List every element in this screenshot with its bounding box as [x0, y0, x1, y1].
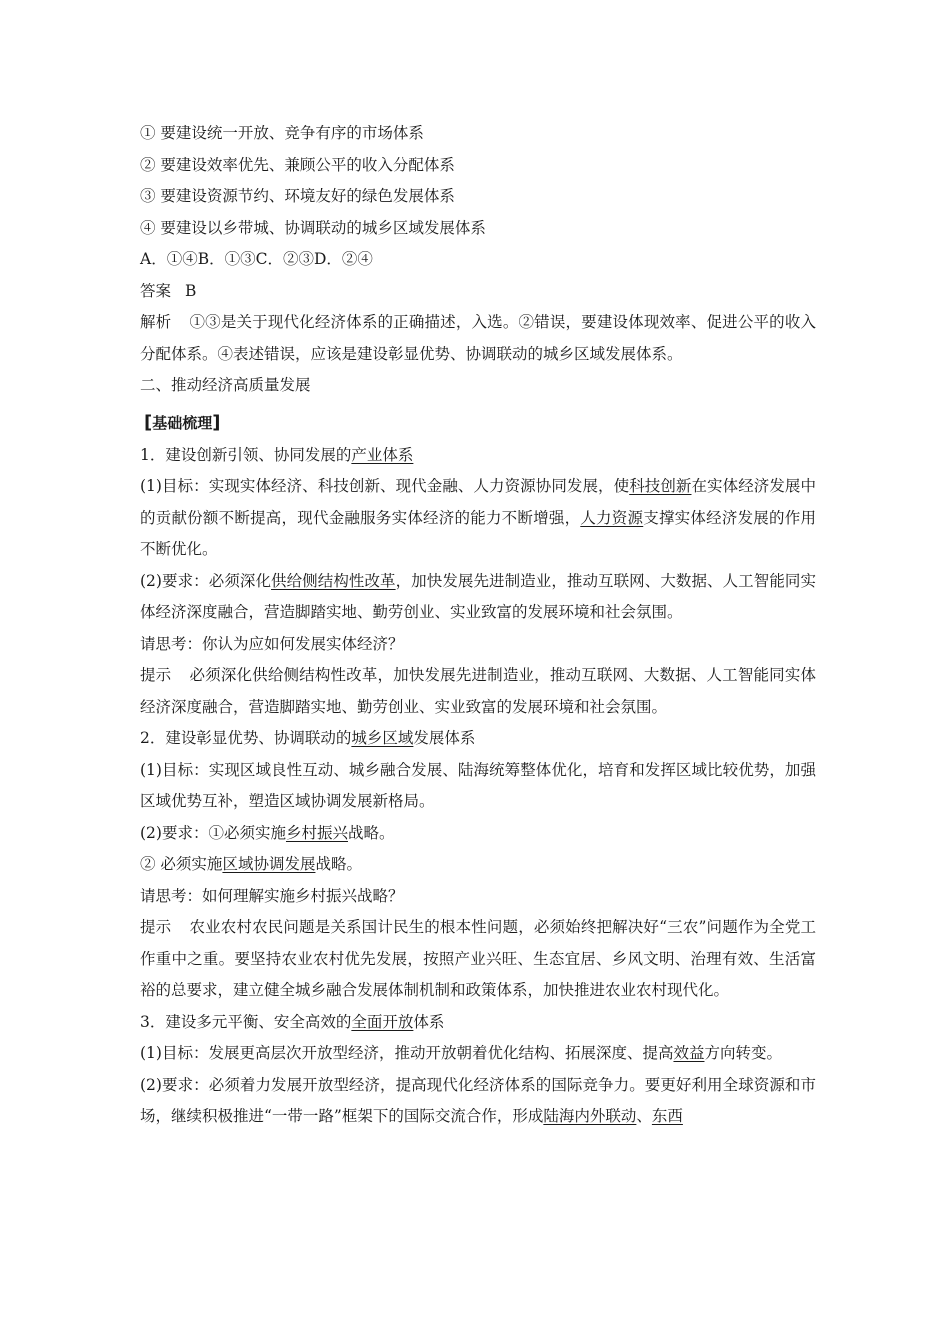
s3-req-blank-2: 东西 — [651, 1107, 683, 1125]
answer-value: B — [185, 281, 197, 300]
s2-title-text-b: 发展体系 — [413, 729, 476, 747]
option-1: ① 要建设统一开放、竞争有序的市场体系 — [140, 124, 424, 142]
s3-title-text-b: 体系 — [413, 1012, 445, 1031]
s1-req-blank: 供给侧结构性改革 — [271, 571, 396, 590]
analysis-paragraph — [140, 307, 816, 370]
s2-req-1 — [140, 818, 816, 850]
s2-hint — [140, 912, 816, 1007]
s1-goal — [140, 471, 816, 566]
s2-req2-text-b: 战略。 — [315, 855, 362, 873]
option-2: ② 要建设效率优先、兼顾公平的收入分配体系 — [140, 155, 455, 174]
s2-think: 请思考：如何理解实施乡村振兴战略？ — [140, 886, 404, 905]
s2-req1-text-a: (2)要求：①必须实施 — [140, 823, 286, 842]
s1-goal-blank-1: 科技创新 — [629, 477, 692, 495]
s3-requirement — [140, 1070, 816, 1133]
s3-title-blank: 全面开放 — [351, 1012, 414, 1031]
s3-goal-blank: 效益 — [673, 1044, 705, 1062]
s1-goal-text-a: (1)目标：实现实体经济、科技创新、现代金融、人力资源协同发展，使 — [140, 477, 630, 495]
tag-label: 基础梳理 — [152, 413, 213, 432]
s3-goal-text-b: 方向转变。 — [704, 1044, 782, 1062]
answer-label: 答案 — [140, 281, 172, 300]
option-3: ③ 要建设资源节约、环境友好的绿色发展体系 — [140, 187, 455, 205]
s2-title — [140, 723, 816, 755]
analysis-text: ①③是关于现代化经济体系的正确描述，入选。②错误，要建设体现效率、促进公平的收入分配体系。④表述错误，应该是建设彰显优势、协调联动的城乡区域发展体系。 — [140, 313, 816, 363]
s2-title-text-a: 2．建设彰显优势、协调联动的 — [140, 729, 352, 747]
s2-goal: (1)目标：实现区域良性互动、城乡融合发展、陆海统筹整体优化，培育和发挥区域比较优势，加强区域优势互补，塑造区域协调发展新格局。 — [140, 760, 816, 810]
s2-title-blank: 城乡区域 — [351, 729, 414, 747]
s3-title-text-a: 3．建设多元平衡、安全高效的 — [140, 1012, 352, 1031]
s3-req-separator: 、 — [636, 1107, 652, 1125]
s1-title-blank: 产业体系 — [351, 445, 414, 464]
s2-req-2 — [140, 849, 816, 881]
s1-think: 请思考：你认为应如何发展实体经济？ — [140, 634, 404, 653]
document-body — [140, 118, 816, 1133]
s1-hint-label: 提示 — [140, 666, 172, 684]
s1-hint — [140, 660, 816, 723]
option-4: ④ 要建设以乡带城、协调联动的城乡区域发展体系 — [140, 218, 486, 237]
tag-open-bracket: [ — [144, 411, 153, 433]
s3-req-blank-1: 陆海内外联动 — [543, 1107, 637, 1125]
section-title: 二、推动经济高质量发展 — [140, 376, 311, 394]
answer-choices: A．①④B．①③C．②③D．②④ — [140, 250, 373, 268]
s1-goal-blank-2: 人力资源 — [580, 508, 644, 527]
s1-hint-text: 必须深化供给侧结构性改革，加快发展先进制造业，推动互联网、大数据、人工智能同实体经济深度融合，营造脚踏实地、勤劳创业、实业致富的发展环境和社会氛围。 — [140, 666, 816, 716]
s2-req1-blank: 乡村振兴 — [285, 823, 348, 842]
s3-title — [140, 1007, 816, 1039]
s2-hint-label: 提示 — [140, 918, 172, 936]
s3-req-text-a: (2)要求：必须着力发展开放型经济，提高现代化经济体系的国际竞争力。要更好利用全球资源和市场，继续积极推进“一带一路”框架下的国际交流合作，形成 — [140, 1075, 816, 1125]
s1-title — [140, 440, 816, 472]
tag-close-bracket: ] — [212, 411, 221, 433]
s1-title-text: 1．建设创新引领、协同发展的 — [140, 445, 352, 464]
s1-goal-text-b: 在实体经济发展中的贡献份额不断提高，现代金融服务实体经济的能力不断增强， — [140, 477, 816, 527]
s2-hint-text: 农业农村农民问题是关系国计民生的根本性问题，必须始终把解决好“三农”问题作为全党工作重中之重。要坚持农业农村优先发展，按照产业兴旺、生态宜居、乡风文明、治理有效、生活富裕的总要求，建立健全城乡融合发展体制机制和政策体系，加快推进农业农村现代化。 — [140, 918, 816, 999]
answer-line — [140, 276, 816, 308]
analysis-label: 解析 — [140, 313, 172, 331]
s2-req2-blank: 区域协调发展 — [222, 855, 316, 873]
s3-goal — [140, 1038, 816, 1070]
basic-review-tag — [140, 410, 224, 436]
s1-req-text-a: (2)要求：必须深化 — [140, 571, 272, 590]
s2-req1-text-b: 战略。 — [347, 823, 395, 842]
s1-goal-text-c: 支撑实体经济发展的作用不断优化。 — [140, 508, 816, 558]
s3-goal-text-a: (1)目标：发展更高层次开放型经济，推动开放朝着优化结构、拓展深度、提高 — [140, 1044, 674, 1062]
s1-req-text-b: ，加快发展先进制造业，推动互联网、大数据、人工智能同实体经济深度融合，营造脚踏实地、勤劳创业、实业致富的发展环境和社会氛围。 — [140, 571, 816, 621]
s1-requirement — [140, 566, 816, 629]
s2-req2-text-a: ② 必须实施 — [140, 855, 223, 873]
